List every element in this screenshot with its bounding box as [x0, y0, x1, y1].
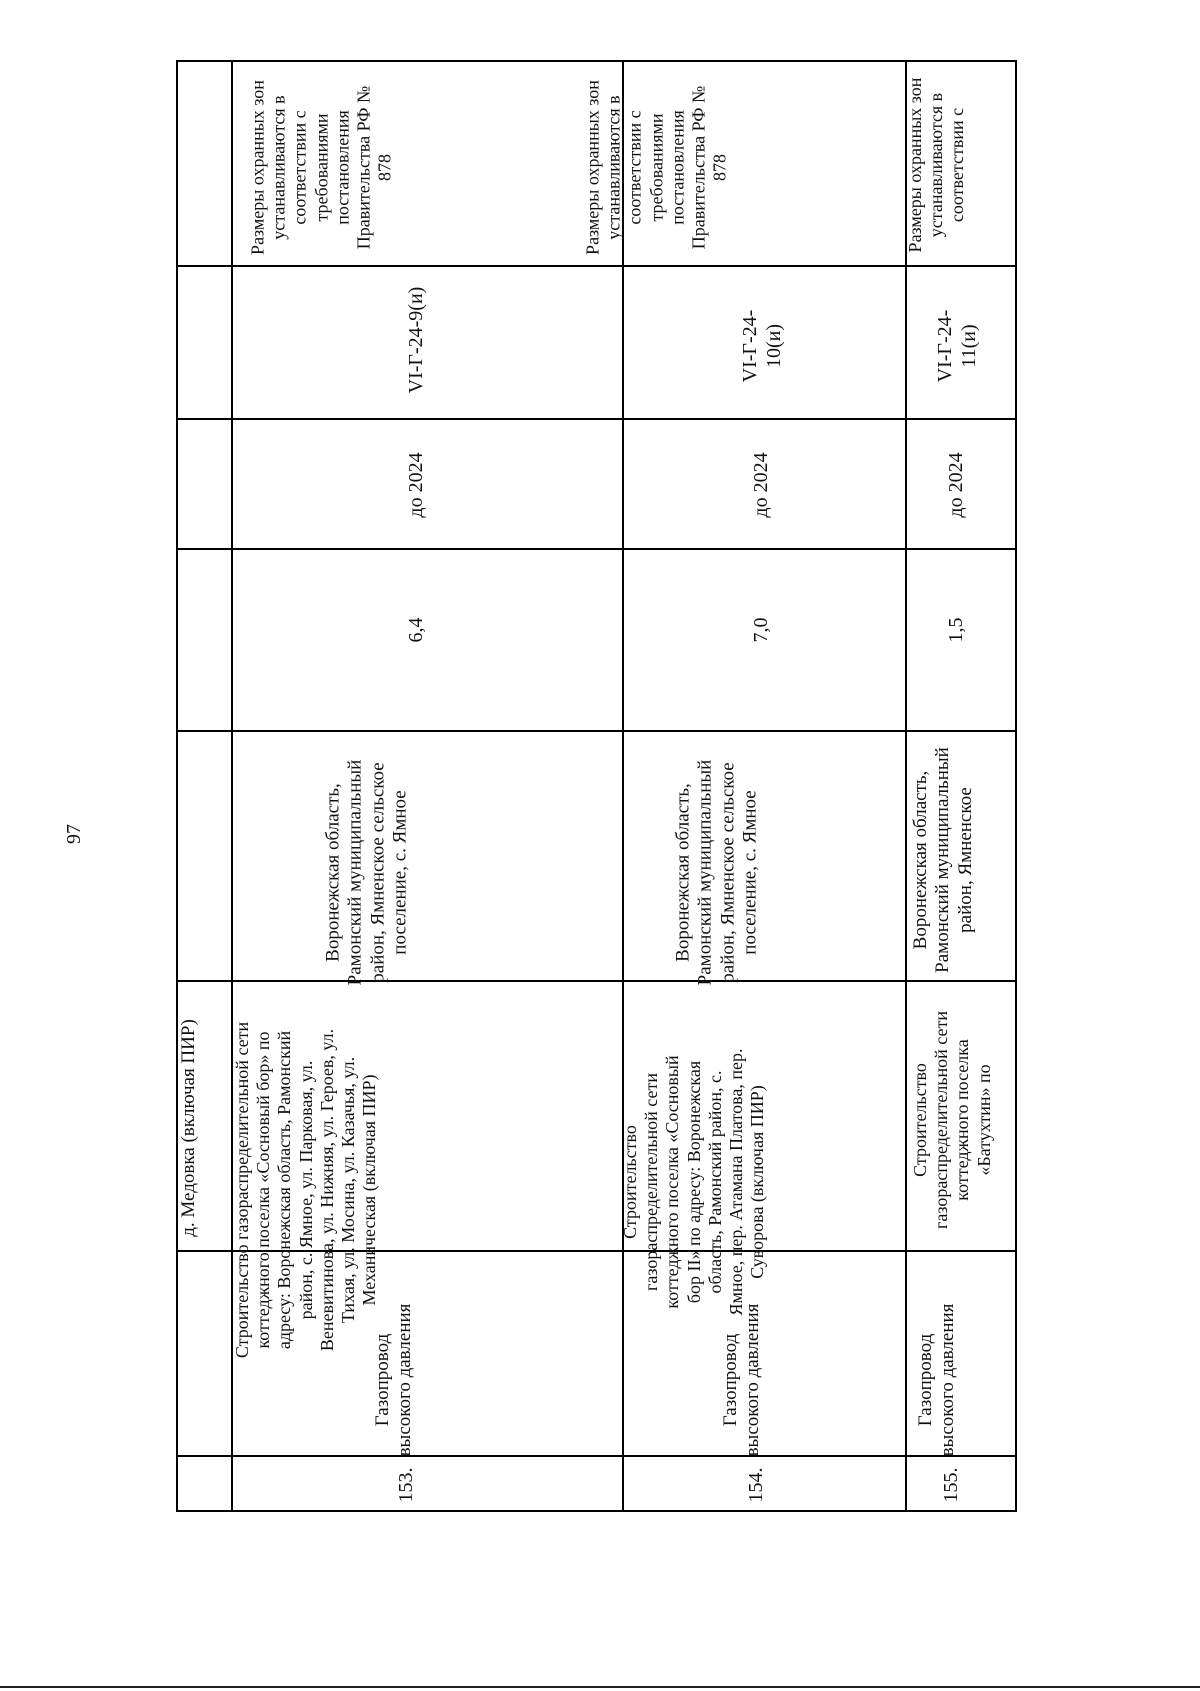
object-type: Газопровод высокого давления	[915, 1303, 959, 1457]
project-description: Строительство газораспределительной сети коттеджного поселка «Сосновый бор» по адресу: Воронежская область, Рамонский район, с. Ямное, ул. Парковая, ул. Веневитинова, ул. Нижняя, ул. Героев, ул. Тихая, ул. Мосина, ул. Казачья, ул. Механическая (включая ПИР)	[232, 1021, 380, 1359]
protection-zones-text: Размеры охранных зон устанавливаются в соответствии с	[905, 77, 968, 253]
protection-zones-text: Размеры охранных зон устанавливаются в соответствии с требованиями постановления Правительства РФ № 878	[582, 80, 730, 255]
table-column-separator	[176, 265, 1016, 267]
table-border-bottom	[1015, 60, 1017, 1512]
length-value: 7,0	[750, 617, 772, 643]
object-code: VI-Г-24-10(и)	[739, 309, 785, 383]
page-number: 97	[63, 824, 85, 844]
location-text: Воронежская область, Рамонский муниципальный район, Ямненское сельское поселение, с. Ямное	[322, 759, 411, 986]
row-number: 153.	[395, 1467, 417, 1503]
table-column-separator	[176, 548, 1016, 550]
row-number: 154.	[745, 1467, 767, 1503]
length-value: 6,4	[405, 617, 427, 643]
table-border-top	[176, 60, 178, 1512]
protection-zones-text: Размеры охранных зон устанавливаются в соответствии с требованиями постановления Правительства РФ № 878	[247, 80, 395, 255]
project-description: Строительство газораспределительной сети коттеджного поселка «Батухтин» по	[910, 1011, 994, 1230]
row-number: 155.	[940, 1467, 962, 1503]
location-text: Воронежская область, Рамонский муниципальный район, Ямненское сельское поселение, с. Ямное	[672, 759, 761, 986]
location-text: Воронежская область, Рамонский муниципальный район, Ямненское	[910, 747, 976, 973]
deadline-value: до 2024	[750, 452, 772, 518]
object-code: VI-Г-24-11(и)	[934, 309, 980, 383]
table-column-separator	[176, 730, 1016, 732]
object-type: Газопровод высокого давления	[720, 1303, 764, 1457]
object-type: Газопровод высокого давления	[372, 1303, 416, 1457]
page-bottom-rule	[0, 1686, 1200, 1688]
table-border-right	[176, 60, 1016, 62]
object-code: VI-Г-24-9(и)	[405, 286, 427, 394]
length-value: 1,5	[945, 617, 967, 643]
continued-cell-text: д. Медовка (включая ПИР)	[178, 1019, 199, 1237]
table-column-separator	[176, 418, 1016, 420]
table-column-separator	[176, 980, 1016, 982]
table-border-left	[176, 1510, 1016, 1512]
table-row-separator	[905, 60, 907, 1512]
table-column-separator	[176, 1455, 1016, 1457]
deadline-value: до 2024	[945, 452, 967, 518]
project-description: Строительство газораспределительной сети коттеджного поселка «Сосновый бор II» по адресу: Воронежская область, Рамонский район, с. Ямное, пер. Атамана Платова, пер. Суворова (включая ПИР)	[620, 1048, 768, 1316]
deadline-value: до 2024	[405, 452, 427, 518]
